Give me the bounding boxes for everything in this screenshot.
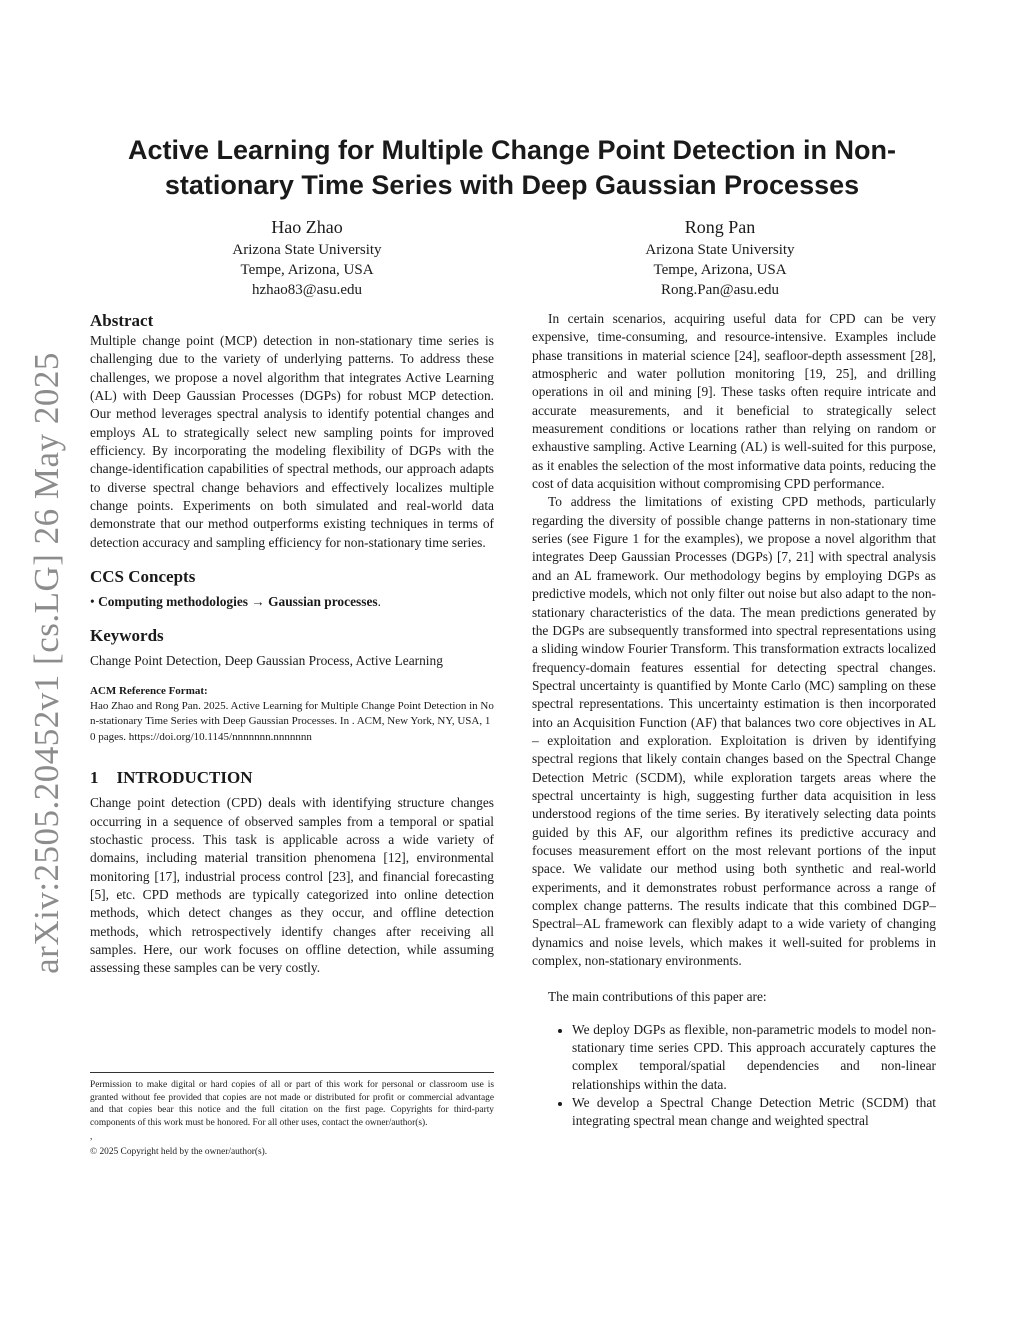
introduction-section	[90, 767, 494, 977]
left-column	[90, 310, 494, 978]
acm-reference-heading: ACM Reference Format:	[90, 684, 208, 697]
copyright-text: © 2025 Copyright held by the owner/author(s).	[90, 1146, 268, 1157]
list-item: • We deploy DGPs as flexible, non-parametric models to model non-stationary time series CPD. This approach accurately captures the complex temporal/spatial dependencies and non-linear relationships within the data.	[572, 1021, 936, 1094]
arxiv-sidebar	[27, 352, 67, 974]
ccs-subconcept: Gaussian processes	[268, 594, 378, 610]
arxiv-identifier: arXiv:2505.20452v1 [cs.LG] 26 May 2025	[27, 352, 67, 974]
ccs-concepts	[90, 593, 494, 611]
ccs-heading: CCS Concepts	[90, 567, 196, 587]
contributions-list	[532, 1021, 936, 1131]
author-affiliation: Arizona State University	[232, 242, 382, 258]
author-email: Rong.Pan@asu.edu	[661, 282, 779, 298]
permission-text: Permission to make digital or hard copies of all or part of this work for personal or classroom use is granted without fee provided that copies are not made or distributed for profit or commercial advantage and that copies bear this notice and the full citation on the first page. Copyrights for third-party components of this work must be honored. For all other uses, contact the owner/author(s).	[90, 1080, 494, 1128]
abstract-text: Multiple change point (MCP) detection in non-stationary time series is challenging due to the variety of underlying patterns. To address these challenges, we propose a novel algorithm that integrates Active Learning (AL) with Deep Gaussian Processes (DGPs) for robust MCP detection. Our method leverages spectral analysis to identify potential changes and employs AL to strategically select new sampling points for improved efficiency. By incorporating the modeling flexibility of DGPs with the change-identification capabilities of spectral methods, our approach adapts to diverse spectral change behaviors and effectively localizes multiple change points. Experiments on both simulated and real-world data demonstrate that our method outperforms existing techniques in terms of detection accuracy and sampling efficiency for non-stationary time series.	[90, 333, 494, 550]
acm-reference	[90, 685, 494, 746]
section-number: 1	[90, 768, 99, 788]
ccs-concept: Computing methodologies	[98, 594, 248, 610]
contributions-intro: The main contributions of this paper are:	[548, 989, 767, 1005]
footnote-comma: ,	[90, 1132, 93, 1142]
section-title: INTRODUCTION	[116, 768, 253, 788]
author-location: Tempe, Arizona, USA	[240, 262, 374, 278]
author-location: Tempe, Arizona, USA	[653, 262, 787, 278]
author-block-2	[570, 216, 870, 300]
keywords-text: Change Point Detection, Deep Gaussian Process, Active Learning	[90, 653, 443, 669]
keywords-section	[90, 625, 494, 670]
abstract-heading: Abstract	[90, 311, 154, 330]
author-block-1	[157, 216, 457, 300]
section-heading	[90, 767, 494, 789]
intro-paragraph: To address the limitations of existing CPD methods, particularly regarding the diversity of possible change patterns in non-stationary time series (see Figure 1 for the examples), we propose a novel algorithm that integrates Deep Gaussian Processes (DGPs) [7, 21] with spectral analysis and an AL framework. Our methodology begins by employing DGPs as predictive models, which not only filter out noise but also adapt to the non-stationary characteristics of the data. The mean predictions generated by the DGPs are subsequently transformed into spectral representations using a sliding window Fourier Transform. This transformation extracts localized frequency-domain features essential for detecting spectral changes. Spectral uncertainty is quantified by Monte Carlo (MC) sampling on these spectral representations. This uncertainty estimation is then incorporated into an Acquisition Function (AF) that balances two core objectives in AL – exploitation and exploration. Exploitation is driven by identifying spectral regions that likely contain changes based on the Spectral Change Detection Metric (SCDM), while exploration targets areas where the spectral uncertainty is high, suggesting further data acquisition in less understood regions of the time series. By iteratively selecting data points guided by this AF, our algorithm refines its predictive accuracy and focuses measurement effort on the most relevant portions of the input space. We validate our method using both synthetic and real-world experiments, and it demonstrates robust performance across a range of complex change patterns. The results indicate that this combined DGP–Spectral–AL framework can flexibly adapt to a wide variety of changing dynamics and noise levels, which makes it well-suited for problems in complex, non-stationary environments.	[532, 494, 936, 969]
intro-paragraph: Change point detection (CPD) deals with identifying structure changes occurring in a sequence of observed samples from a temporal or spatial stochastic process. This task is applicable across a wide variety of domains, including material transition phenomena [12], environmental monitoring [17], industrial process control [23], and financial forecasting [5], etc. CPD methods are typically categorized into online detection methods, which detect changes as they occur, and offline detection methods, which retrospectively identify changes after receiving all samples. Here, our work focuses on offline detection, while assuming assessing these samples can be very costly.	[90, 795, 494, 976]
author-email: hzhao83@asu.edu	[251, 282, 363, 298]
acm-reference-text: Hao Zhao and Rong Pan. 2025. Active Learning for Multiple Change Point Detection in Non-stationary Time Series with Deep Gaussian Processes. In . ACM, New York, NY, USA, 10 pages. https://doi.org/10.1145/nnnnnnn.nnnnnnn	[90, 699, 494, 743]
ccs-bullet: •	[90, 594, 95, 610]
list-item: • We develop a Spectral Change Detection Metric (SCDM) that integrating spectral mean change and weighted spectral	[572, 1094, 936, 1131]
copyright-footnote	[90, 1072, 494, 1158]
abstract-section	[90, 310, 494, 552]
intro-paragraph: In certain scenarios, acquiring useful data for CPD can be very expensive, time-consuming, and resource-intensive. Examples include phase transitions in material science [24], seafloor-depth assessment [28], atmospheric and water pollution monitoring [19, 25], and drilling operations in oil and mining [9]. These tasks often require intricate and accurate measurements, and it beneficial to strategically select measurement conditions or locations rather than relying on random or exhaustive sampling. Active Learning (AL) is well-suited for this purpose, as it enables the selection of the most informative data points, reducing the cost of data acquisition without compromising CPD performance.	[532, 311, 936, 492]
ccs-end: .	[377, 594, 381, 610]
author-name: Hao Zhao	[271, 217, 343, 237]
ccs-section	[90, 566, 494, 611]
right-column	[532, 310, 936, 1131]
keywords-heading: Keywords	[90, 626, 164, 646]
arrow-icon: →	[251, 594, 265, 610]
author-name: Rong Pan	[684, 217, 756, 237]
paper-title: Active Learning for Multiple Change Point Detection in Non-stationary Time Series with Deep Gaussian Processes	[127, 135, 897, 200]
author-affiliation: Arizona State University	[645, 242, 795, 258]
